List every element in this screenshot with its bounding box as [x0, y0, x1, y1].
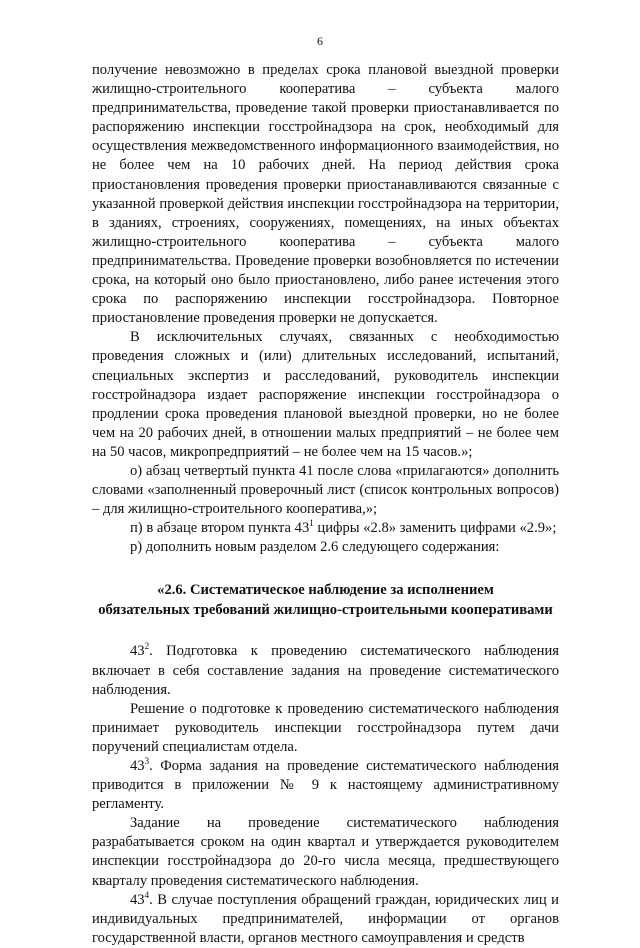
clause-superscript: 2	[144, 641, 150, 652]
paragraph-task: Задание на проведение систематического наблюдения разрабатывается сроком на один квартал и утверждается руководителем инспекции госстройнадзора до 20-го числа месяца, предшествующего кварталу проведения систематического наблюдения.	[92, 815, 559, 889]
clause-number: 43	[130, 891, 145, 908]
paragraph-item-o: о) абзац четвертый пункта 41 после слова «прилагаются» дополнить словами «заполненный проверочный лист (список контрольных вопросов) – для жилищно-строительного кооператива,»;	[92, 462, 559, 518]
clause-superscript: 4	[144, 889, 150, 900]
paragraph-item-r: р) дополнить новым разделом 2.6 следующего содержания:	[130, 539, 500, 556]
section-heading-line-2: обязательных требований жилищно-строительными кооперативами	[98, 601, 553, 618]
item-p-text: п) в абзаце втором пункта 43	[130, 520, 310, 537]
clause-text: . Подготовка к проведению систематического наблюдения включает в себя составление задания на проведение систематического наблюдения.	[92, 643, 559, 698]
section-heading-line-1: «2.6. Систематическое наблюдение за исполнением	[157, 582, 494, 599]
item-p-superscript: 1	[309, 518, 314, 529]
paragraph-43-4	[92, 891, 559, 948]
clause-text: . Форма задания на проведение систематического наблюдения приводится в приложении № 9 к настоящему административному регламенту.	[92, 758, 559, 813]
clause-text: . В случае поступления обращений граждан, юридических лиц и индивидуальных предпринимателей, информации от органов государственной власти, органов местного самоуправления и средств	[92, 891, 559, 946]
paragraph-43-3	[92, 757, 559, 814]
paragraph-item-p	[92, 519, 559, 538]
item-p-text-end: цифры «2.8» заменить цифрами «2.9»;	[313, 520, 557, 537]
paragraph-decision: Решение о подготовке к проведению систематического наблюдения принимает руководитель инспекции госстройнадзора путем дачи поручений специалистам отдела.	[92, 700, 559, 755]
paragraph-43-2	[92, 642, 559, 699]
paragraph-suspension-continued: получение невозможно в пределах срока плановой выездной проверки жилищно-строительного кооператива – субъекта малого предпринимательства, проведение такой проверки приостанавливается по распоряжению инспекции госстройнадзора на срок, необходимый для осуществления межведомственного информационного взаимодействия, но не более чем на 10 рабочих дней. На период действия срока приостановления проведения проверки приостанавливаются связанные с указанной проверкой действия инспекции госстройнадзора на территории, в зданиях, строениях, сооружениях, помещениях, на иных объектах жилищно-строительного кооператива – субъекта малого предпринимательства. Проведение проверки возобновляется по истечении срока, на который оно было приостановлено, либо ранее истечения этого срока по распоряжению инспекции госстройнадзора. Повторное приостановление проведения проверки не допускается.	[92, 62, 559, 327]
paragraph-extension: В исключительных случаях, связанных с необходимостью проведения сложных и (или) длительных исследований, испытаний, специальных экспертиз и расследований, руководитель инспекции госстройнадзора издает распоряжение инспекции госстройнадзора о продлении срока проведения плановой выездной проверки, но не более чем на 20 рабочих дней, в отношении малых предприятий – не более чем на 50 часов, микропредприятий – не более чем на 15 часов.»;	[92, 329, 559, 460]
clause-number: 43	[130, 643, 145, 660]
clause-superscript: 3	[144, 756, 150, 766]
section-heading	[92, 581, 559, 620]
clause-number: 43	[130, 758, 145, 774]
document-body	[92, 61, 559, 948]
page-number: 6	[317, 34, 323, 48]
